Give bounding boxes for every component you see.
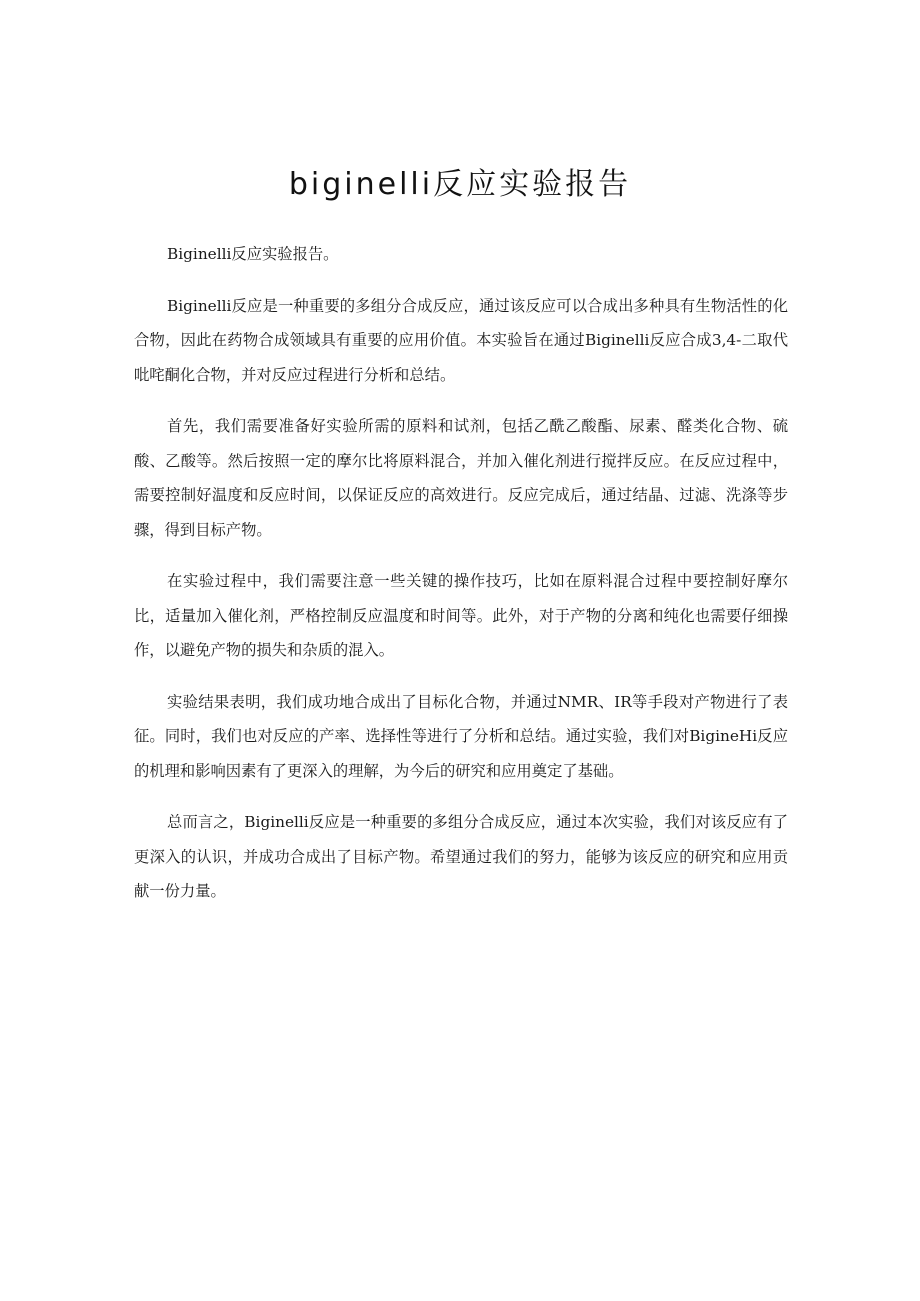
paragraph-techniques: 在实验过程中，我们需要注意一些关键的操作技巧，比如在原料混合过程中要控制好摩尔比，适量加入催化剂，严格控制反应温度和时间等。此外，对于产物的分离和纯化也需要仔细操作，以避免产物的损失和杂质的混入。 bbox=[134, 572, 788, 659]
document-body bbox=[134, 237, 788, 926]
paragraph-procedure: 首先，我们需要准备好实验所需的原料和试剂，包括乙酰乙酸酯、尿素、醛类化合物、硫酸、乙酸等。然后按照一定的摩尔比将原料混合，并加入催化剂进行搅拌反应。在反应过程中，需要控制好温度和反应时间，以保证反应的高效进行。反应完成后，通过结晶、过滤、洗涤等步骤，得到目标产物。 bbox=[134, 417, 788, 539]
paragraph-conclusion: 总而言之，Biginelli反应是一种重要的多组分合成反应，通过本次实验，我们对该反应有了更深入的认识，并成功合成出了目标产物。希望通过我们的努力，能够为该反应的研究和应用贡献一份力量。 bbox=[134, 813, 788, 900]
paragraph-background: Biginelli反应是一种重要的多组分合成反应，通过该反应可以合成出多种具有生物活性的化合物，因此在药物合成领域具有重要的应用价值。本实验旨在通过Biginelli反应合成3,4-二取代吡咤酮化合物，并对反应过程进行分析和总结。 bbox=[134, 296, 788, 384]
paragraph-results: 实验结果表明，我们成功地合成出了目标化合物，并通过NMR、IR等手段对产物进行了表征。同时，我们也对反应的产率、选择性等进行了分析和总结。通过实验，我们对BigineHi反应的机理和影响因素有了更深入的理解，为今后的研究和应用奠定了基础。 bbox=[134, 692, 788, 780]
paragraph-intro: Biginelli反应实验报告。 bbox=[167, 245, 339, 263]
document-title: biginelli反应实验报告 bbox=[288, 167, 632, 202]
